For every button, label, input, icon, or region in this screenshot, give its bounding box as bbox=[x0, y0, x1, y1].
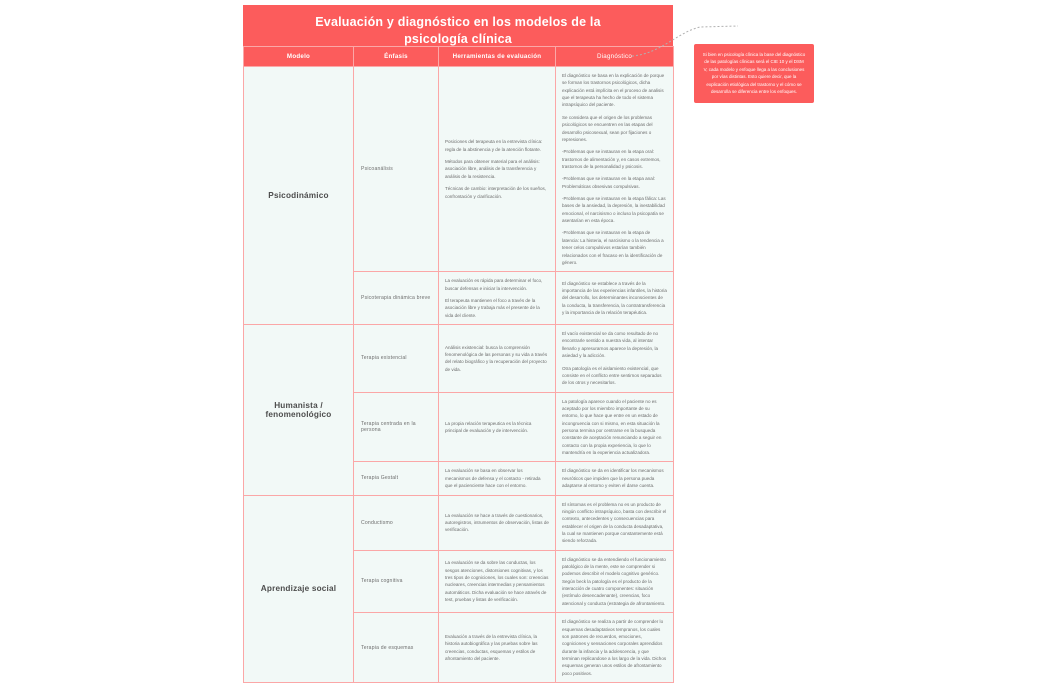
table-row bbox=[244, 325, 674, 393]
cell-diagnostico bbox=[556, 392, 674, 462]
table-row bbox=[244, 495, 674, 550]
cell-diagnostico bbox=[556, 495, 674, 550]
diagram-title bbox=[243, 5, 673, 46]
diagnostico-paragraph: -Problemas que se instauran en la etapa fálica: Las bases de la ansiedad, la depresión, la inestabilidad emocional, el narcisismo o incluso la psicopatía se asentarían en esta época. bbox=[562, 196, 666, 224]
cell-herramientas bbox=[439, 495, 556, 550]
comparison-table bbox=[243, 46, 674, 683]
cell-herramientas bbox=[439, 462, 556, 495]
cell-enfasis: Terapia de esquemas bbox=[354, 613, 439, 683]
callout-note-text: Si bien en psicología clínica la base del diagnóstico de las patologías clínicas será el CIE 10 y el DSM V, cada modelo y enfoque llega a las conclusiones por vías distintas. Esto quiere decir, que la explicación etiológica del trastorno y el cómo se desarrolla se diferencia entre los enfoques. bbox=[702, 52, 806, 95]
diagnostico-paragraph: -Problemas que se instauran en la etapa oral: trastornos de alimentación y, en casos extremos, trastornos de la personalidad y psicosis. bbox=[562, 149, 661, 169]
herramientas-paragraph: Evaluación a través de la entrevista clínica, la historia autobiográfica y las pruebas sobre las creencias, conductas, esquemas y estilos de afrontamiento del paciente. bbox=[445, 633, 538, 661]
diagnostico-paragraph: -Problemas que se instauran en la etapa anal: Problemáticas obsesivas compulsivas. bbox=[562, 176, 656, 189]
diagram-title-line1: Evaluación y diagnóstico en los modelos de la bbox=[315, 15, 601, 29]
diagnostico-paragraph: Se considera que el origen de los problemas psicológicos se encuentren en las etapas del desarrollo psicosexual, sean por fijaciones o represiones. bbox=[562, 114, 653, 142]
diagram-title-line2: psicología clínica bbox=[404, 32, 512, 47]
cell-diagnostico bbox=[556, 325, 674, 393]
cell-herramientas bbox=[439, 325, 556, 393]
diagnostico-paragraph: -Problemas que se instauran en la etapa de latencia: La histeria, el narcisismo o la tendencia a tener celos compulsivos estarían también relacionados con el fracaso en la identificación de género. bbox=[562, 230, 664, 265]
herramientas-paragraph: El terapeuta mantienen el foco a través de la asociación libre y trabaja más el presente de la vida del cliente. bbox=[445, 297, 540, 318]
cell-modelo: Psicodinámico bbox=[244, 67, 354, 325]
table-header-row bbox=[244, 47, 674, 67]
column-header-enfasis: Énfasis bbox=[354, 47, 439, 67]
herramientas-paragraph: Métodos para obtener material para el análisis: asociación libre, análisis de la transferencia y análisis de la resistencia. bbox=[445, 159, 540, 179]
diagnostico-paragraph: El diagnóstico se realiza a partir de comprender lo esquemas desadaptativos tempranos, los cuales son patrones de recuerdos, emociones, cogniciones y sensaciones corporales aprendidos durante la infancia y la adolescencia, y que terminan replicandose a los largo de la vida. Dichos esquemas generan unos estilos de afrontamiento poco positivos. bbox=[562, 619, 667, 676]
column-header-diagnostico: Diagnóstico bbox=[556, 47, 674, 67]
table-row bbox=[244, 67, 674, 272]
cell-herramientas bbox=[439, 613, 556, 683]
cell-herramientas bbox=[439, 67, 556, 272]
cell-enfasis: Terapia existencial bbox=[354, 325, 439, 393]
herramientas-paragraph: Posiciones del terapeuta en la entrevista clínica: regla de la abstinencia y de la atención flotante. bbox=[445, 139, 543, 152]
cell-enfasis: Psicoterapia dinámica breve bbox=[354, 272, 439, 325]
cell-enfasis: Terapia Gestalt bbox=[354, 462, 439, 495]
herramientas-paragraph: Análisis existencial: busca la comprensión fenomenológica de las personas y su vida a través del relato biográfico y la recuperación del proyecto de vida. bbox=[445, 344, 548, 372]
cell-herramientas bbox=[439, 272, 556, 325]
cell-enfasis: Terapia cognitiva bbox=[354, 550, 439, 613]
cell-herramientas bbox=[439, 392, 556, 462]
herramientas-paragraph: La evaluación se basa en observar los mecanismos de defensa y el contacto - retirada que el pacienciente hace con el entorno. bbox=[445, 468, 541, 489]
table-header bbox=[244, 47, 674, 67]
herramientas-paragraph: La propia relación terapeutica es la técnica principal de evaluación y de intervención. bbox=[445, 420, 532, 434]
column-header-modelo: Modelo bbox=[244, 47, 354, 67]
cell-diagnostico bbox=[556, 67, 674, 272]
cell-diagnostico bbox=[556, 613, 674, 683]
herramientas-paragraph: La evaluación se hace a través de cuestionarios, autoregistros, intrumentos de observación, listas de verificación. bbox=[445, 512, 549, 533]
diagnostico-paragraph: El diagnóstico se establece a través de la importancia de las experiencias infantiles, la historia del desarrollo, los determinantes inconscientes de la conducta, la transferencia, la contratransferencia y la importancia de la relación terapéutica. bbox=[562, 280, 667, 316]
herramientas-paragraph: La evaluación se da sobre las conductas, los sesgos atenciones, distorsiones cognitivas, y los tres tipos de cogniciones, los cuales son: creencias nucleares, creencias intermedias y pensamientos automáticos. Dicha evaluación se hace através de test, pruebas y listas de verificación. bbox=[445, 560, 549, 603]
diagnostico-paragraph: El diagnóstico se da en identificar los mecanismos neuróticos que impiden que la persona pueda adaptarse al entorno y eviten el darse cuenta. bbox=[562, 468, 664, 489]
cell-enfasis: Terapia centrada en la persona bbox=[354, 392, 439, 462]
cell-modelo: Aprendizaje social bbox=[244, 495, 354, 683]
cell-diagnostico bbox=[556, 550, 674, 613]
diagnostico-paragraph: El diagnóstico se basa en la explicación de porque se forman los trastornos psicológicos, dicha explicación está implícita en el proceso de analisis que el terapeuta ha hecho de todo el sistema intrapsíquico del paciente. bbox=[562, 73, 665, 108]
cell-modelo: Humanista / fenomenológico bbox=[244, 325, 354, 495]
cell-enfasis: Psicoanálisis bbox=[354, 67, 439, 272]
cell-diagnostico bbox=[556, 462, 674, 495]
diagnostico-paragraph: El síntomas es el problema no es un producto de ningún conflicto intrapsíquico, basta con describir el contexto, antecedentes y consecuencias para establecer el origen de la conducta desadaptativa, la cual se mantienen porque constantemente está siendo reforzada. bbox=[562, 501, 667, 544]
table-body bbox=[244, 67, 674, 683]
matrix-table-block bbox=[243, 5, 673, 683]
cell-enfasis: Conductismo bbox=[354, 495, 439, 550]
cell-diagnostico bbox=[556, 272, 674, 325]
diagnostico-paragraph: El vacío existencial se da como resultado de no encontrarle sentido a nuestra vida, al intentar llenarlo y apresurarnos aparece la depresión, la asiedad y la adicción. bbox=[562, 331, 659, 359]
diagnostico-paragraph: El diagnóstico se da entendiendo el funcionamiento patológico de la mente, este se comprender si podemos describir el modelo cognitivo genérico. Según beck la patología es el producto de la interacción de cuatro componentes: situación (estímulo desencadenante), creencias, foco atencional y conducta (estrategia de afrontamiento. bbox=[562, 556, 666, 606]
cell-herramientas bbox=[439, 550, 556, 613]
herramientas-paragraph: La evaluación es rápida para determinar el foco, buscar defensas e iniciar la intervención. bbox=[445, 278, 543, 291]
diagnostico-paragraph: Otra patología es el aislamiento existencial, que consiste en el conflicto entre sentirnos separados de los otros y necesitarlos. bbox=[562, 365, 662, 386]
callout-note bbox=[694, 44, 814, 103]
herramientas-paragraph: Técnicas de cambio: interpretación de los sueños, confrontación y clarificación. bbox=[445, 186, 547, 199]
diagnostico-paragraph: La patología aparece cuando el paciente no es aceptado por los miembro importante de su entorno, lo que hace que entre en un estado de incongruencia con si mismo, en esta situación la persona termina por centrarse en la busqueda constante de aceptación renunciando a seguir en contacto con la propia experiencia, lo que lo mantendría en la experiencia actualizadora. bbox=[562, 398, 662, 456]
column-header-herramientas: Herramientas de evaluación bbox=[439, 47, 556, 67]
